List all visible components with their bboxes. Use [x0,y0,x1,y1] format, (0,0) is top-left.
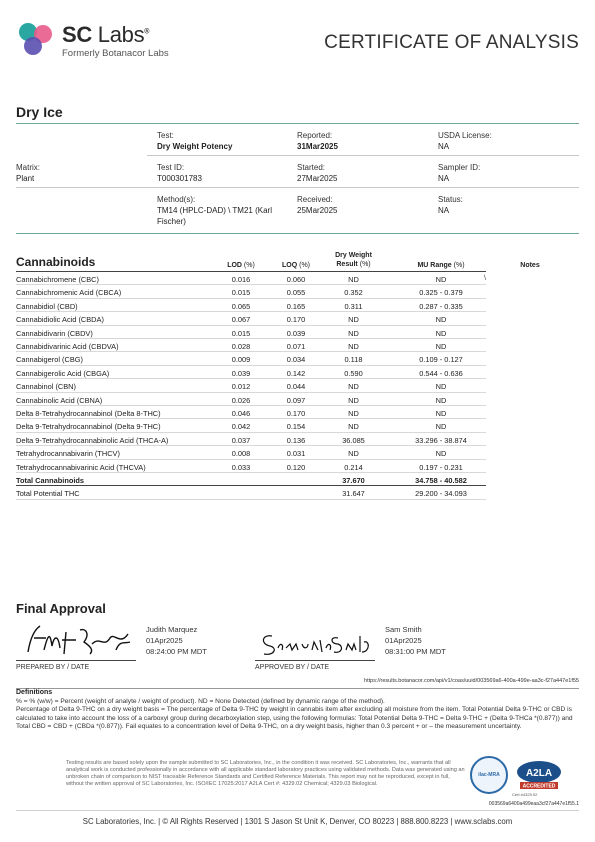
signature-line [16,660,136,661]
cell-name: Delta 9-Tetrahydrocannabinolic Acid (THCA-A) [16,435,169,445]
col-header-lod: LOD (%) [227,262,255,269]
cell-result: 0.590 [344,368,363,378]
cell-mu-range: 0.197 - 0.231 [419,462,463,472]
cell-loq: 0.034 [286,355,306,365]
table-row [16,326,486,339]
table-row [16,460,486,473]
cell-loq: 0.060 [286,275,306,284]
signature-sam-icon [256,622,376,662]
total-cannabinoids-row [16,473,486,486]
cell-loq: 0.044 [286,382,306,392]
cell-mu-range: ND [435,395,447,405]
test-info: Test: Dry Weight Potency [157,131,233,151]
signature-line [255,660,375,661]
cell-name: Cannabidiolic Acid (CBDA) [16,315,104,325]
col-header-loq: LOQ (%) [281,262,310,269]
results-url[interactable]: https://results.botanacor.com/api/v1/coas/uuid/003569a6-400a-499e-aa3c-f27a447e1f55 [364,678,579,684]
cell-mu-range: 34.758 - 40.582 [415,476,467,485]
a2la-accredited-label: ACCREDITED [522,783,556,790]
footer-text: SC Laboratories, Inc. | © All Rights Reserved | 1301 S Jason St Unit K, Denver, CO 80223 | 888.800.8223 | www.sclabs.com [82,817,513,826]
cell-lod: 0.012 [231,382,251,392]
cell-loq: 0.165 [286,301,306,311]
divider [147,155,579,156]
cell-mu-range: 33.296 - 38.874 [415,435,467,445]
cell-loq: 0.039 [286,328,306,338]
cell-name: Cannabinolic Acid (CBNA) [16,395,103,405]
col-header-result: Dry Weight Result (%) [335,252,372,268]
cell-lod: 0.026 [231,395,251,405]
cell-loq: 0.136 [286,435,306,445]
matrix-info: Matrix: Plant [16,163,40,183]
sampler-info: Sampler ID: NA [438,163,481,183]
prepared-by-caption: PREPARED BY / DATE [16,664,90,671]
cell-lod: 0.065 [231,301,251,311]
table-row [16,446,486,459]
cell-result: 0.352 [344,288,363,298]
cell-mu-range: 0.287 - 0.335 [419,301,463,311]
cell-mu-range: ND [435,422,447,432]
cell-name: Cannabichromenic Acid (CBCA) [16,288,122,298]
cell-loq: 0.120 [286,462,306,472]
cell-result: ND [348,422,359,432]
cell-name: Tetrahydrocannabivarin (THCV) [16,449,120,459]
sc-labs-logo-icon [16,22,54,56]
cell-mu-range: 0.325 - 0.379 [419,288,463,298]
col-header-mu: MU Range (%) [417,262,465,269]
definitions-title: Definitions [16,689,53,696]
status-info: Status: NA [438,195,463,215]
table-row [16,419,486,432]
cell-result: 31.647 [342,489,365,499]
divider [16,123,579,124]
disclaimer-text: Testing results are based solely upon the sample submitted to SC Laboratories, Inc., in the condition it was received. SC Laboratories, Inc., warrants that all analytical work is conducted professionally in accordance with all applicable standard laboratory practices using validated methods. Data was generated using an unbroken chain of comparison to NIST traceable Reference Standards and Certified Reference Materials. This report may not be reproduced, except in full, without the written approval of SC Laboratories, Inc. ISO/IEC 17025:2017 A2LA Cert #: 4329.02 Chemical; 4329.03 Biological. [66,760,465,787]
started-info: Started: 27Mar2025 [297,163,338,183]
cell-mu-range: 0.544 - 0.636 [419,368,463,378]
definitions-text: % = % (w/w) = Percent (weight of analyte / weight of product). ND = None Detected (defined by dynamic range of the method). Percentage of Delta 9-THC on a dry weight basis = The percentage of Delta 9-THC by weight in cannabis item after excluding all moisture from the item. Total Potential Delta 9-THC or CBD is calculated to take into account the loss of a carboxyl group during decarboxylation step, using the following formulas: Total Potential Delta 9-THC = Delta 9-THC + (Delta 9-THCa *(0.877)) and Total CBD = CBD + (CBDa *(0.877)). Fail equates to a concentration level of Delta 9-THC, on a dry weight basis, higher than 0.3 percent + or – the measurement uncertainty. [16,698,573,730]
cell-result: 37.670 [342,476,365,485]
table-row [16,393,486,406]
cell-result: ND [348,449,359,459]
cell-mu-range: ND [435,409,447,418]
table-row [16,433,486,446]
cell-mu-range: ND [435,449,447,459]
ilac-mra-badge-icon: ilac-MRA [470,756,508,794]
cell-loq: 0.031 [286,449,306,459]
table-row [16,312,486,325]
cell-loq: 0.154 [286,422,306,432]
table-row [16,366,486,379]
cell-loq: 0.055 [286,288,306,298]
cell-result: ND [348,275,359,284]
signature-judith-icon [20,620,140,660]
cell-lod: 0.037 [231,435,251,445]
table-row [16,272,486,285]
cell-mu-range: ND [435,275,447,284]
cell-result: ND [348,382,359,392]
cell-loq: 0.071 [286,342,306,351]
table-row [16,339,486,352]
prepared-by-info: Judith Marquez 01Apr2025 08:24:00 PM MDT [146,625,207,656]
cell-result: ND [348,315,359,325]
product-name: Dry Ice [16,104,63,120]
cell-result: ND [348,342,359,351]
table-row [16,285,486,298]
cell-mu-range: 29.200 - 34.093 [415,489,467,499]
method-info: Method(s): TM14 (HPLC-DAD) \ TM21 (Karl Fischer) [157,195,272,226]
table-row [16,379,486,392]
cell-lod: 0.033 [231,462,251,472]
brand-name: SC Labs® [62,22,150,47]
cell-lod: 0.042 [231,422,251,432]
cell-name: Cannabigerol (CBG) [16,355,83,365]
cell-lod: 0.039 [231,368,251,378]
reported-info: Reported: 31Mar2025 [297,131,338,151]
header [0,0,595,80]
document-title: CERTIFICATE OF ANALYSIS [324,32,579,53]
cell-lod: 0.016 [231,275,251,284]
notes-mark: \ [484,275,486,282]
cell-result: 0.118 [344,355,363,365]
received-info: Received: 25Mar2025 [297,195,338,215]
cell-loq: 0.097 [286,395,306,405]
cell-result: ND [348,328,359,338]
cell-result: 36.085 [342,435,365,445]
cell-lod: 0.046 [231,409,251,418]
cell-result: 0.311 [344,301,363,311]
cell-name: Cannabidiol (CBD) [16,301,78,311]
cell-lod: 0.009 [231,355,251,365]
cell-lod: 0.067 [231,315,251,325]
divider [16,688,579,689]
table-row [16,299,486,312]
report-uuid: 003569a6400a499eaa3cf27a447e1f55.1 [488,801,579,807]
final-approval-title: Final Approval [16,601,106,616]
cell-loq: 0.170 [286,409,306,418]
cell-lod: 0.015 [231,288,251,298]
cell-mu-range: ND [435,382,447,392]
total-thc-row [16,486,486,499]
approved-by-info: Sam Smith 01Apr2025 08:31:00 PM MDT [385,625,446,656]
cell-name: Delta 9-Tetrahydrocannabinol (Delta 9-THC) [16,422,161,432]
cell-mu-range: 0.109 - 0.127 [419,355,463,365]
approved-by-caption: APPROVED BY / DATE [255,664,330,671]
cell-name: Total Potential THC [16,489,80,499]
divider [16,187,579,188]
cell-name: Delta 8-Tetrahydrocannabinol (Delta 8-THC) [16,409,161,418]
cell-name: Cannabigerolic Acid (CBGA) [16,368,110,378]
table-row [16,352,486,365]
cell-lod: 0.015 [231,328,251,338]
svg-text:A2LA: A2LA [525,768,553,779]
cell-name: Cannabinol (CBN) [16,382,76,392]
cell-name: Tetrahydrocannabivarinic Acid (THCVA) [16,462,146,472]
cell-result: ND [348,409,359,418]
cell-lod: 0.028 [231,342,251,351]
cell-loq: 0.170 [286,315,306,325]
cell-lod: 0.008 [231,449,251,459]
cell-mu-range: ND [435,315,447,325]
cell-name: Total Cannabinoids [16,476,85,485]
cell-loq: 0.142 [286,368,306,378]
cell-mu-range: ND [435,328,447,338]
cell-name: Cannabidivarin (CBDV) [16,328,93,338]
divider [16,810,579,811]
divider [16,233,579,234]
usda-info: USDA License: NA [438,131,492,151]
cell-result: ND [348,395,359,405]
table-row [16,406,486,419]
cell-name: Cannabichromene (CBC) [16,275,99,284]
cannabinoids-title: Cannabinoids [16,255,96,269]
brand-subtitle: Formerly Botanacor Labs [62,48,169,59]
a2la-accredited-badge-icon [512,760,566,790]
test-id-info: Test ID: T000301783 [157,163,202,183]
col-header-notes: Notes [520,262,540,269]
cell-result: 0.214 [344,462,363,472]
cell-mu-range: ND [435,342,447,351]
cert-number: Cert #4329.02 [512,792,538,797]
cell-name: Cannabidivarinic Acid (CBDVA) [16,342,119,351]
